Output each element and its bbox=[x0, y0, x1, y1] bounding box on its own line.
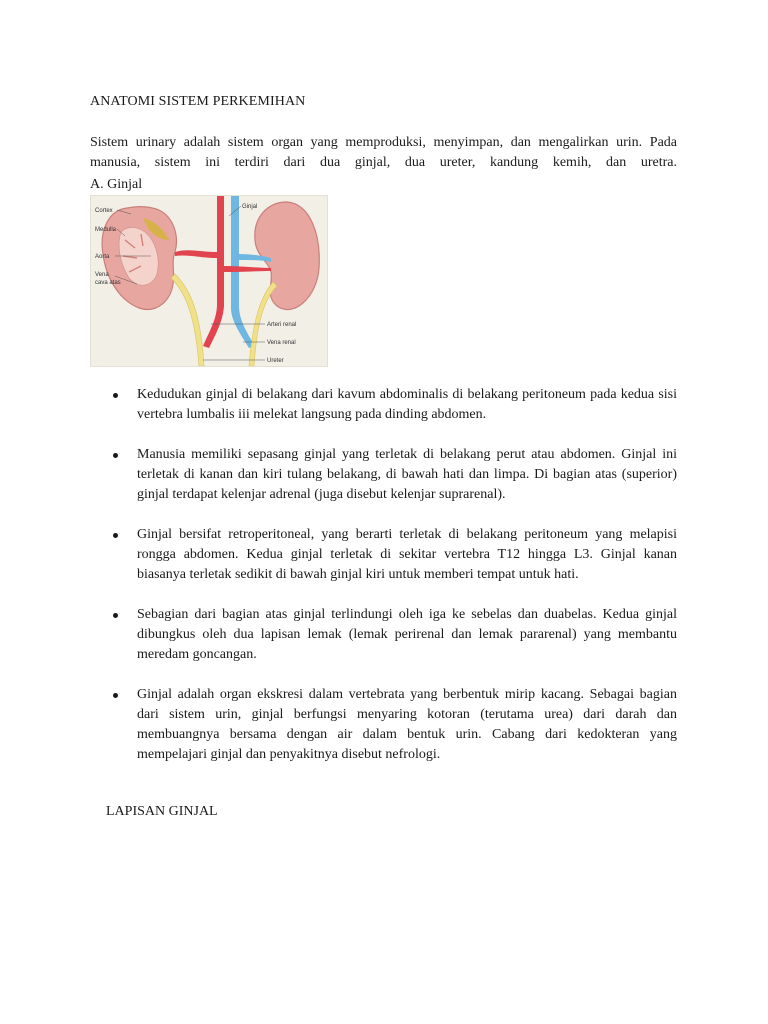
bullet-item bbox=[107, 445, 677, 505]
bullet-text: Ginjal bersifat retroperitoneal, yang berarti terletak di belakang peritoneum yang melapisi rongga abdomen. Kedua ginjal terletak di sekitar vertebra T12 hingga L3. Ginjal kanan biasanya terletak sedikit di bawah ginjal kiri untuk memberi tempat untuk hati. bbox=[137, 527, 677, 582]
bullet-icon bbox=[113, 693, 118, 698]
renal-artery-left bbox=[175, 250, 217, 258]
bullet-icon bbox=[113, 533, 118, 538]
bullet-text: Sebagian dari bagian atas ginjal terlindungi oleh iga ke sebelas dan duabelas. Kedua ginjal dibungkus oleh dua lapisan lemak (lemak perirenal dan lemak pararenal) yang membantu meredam goncangan. bbox=[137, 607, 677, 662]
right-kidney bbox=[255, 202, 319, 310]
bullet-icon bbox=[113, 393, 118, 398]
kidney-illustration bbox=[91, 196, 327, 366]
bullet-text: Ginjal adalah organ ekskresi dalam vertebrata yang berbentuk mirip kacang. Sebagai bagian dari sistem urin, ginjal berfungsi menyaring kotoran (terutama urea) dari darah dan membuangnya bersama dengan air dalam bentuk urin. Cabang dari kedokteran yang mempelajari ginjal dan penyakitnya disebut nefrologi. bbox=[137, 687, 677, 762]
bullet-item bbox=[107, 525, 677, 585]
bullet-icon bbox=[113, 453, 118, 458]
label-ureter: Ureter bbox=[267, 358, 284, 364]
intro-paragraph: Sistem urinary adalah sistem organ yang memproduksi, menyimpan, dan mengalirkan urin. Pada manusia, sistem ini terdiri dari dua ginjal, dua ureter, kandung kemih, dan uretra. bbox=[90, 135, 677, 170]
document-title: ANATOMI SISTEM PERKEMIHAN bbox=[90, 94, 306, 109]
vena-cava bbox=[231, 196, 258, 348]
bullet-item bbox=[107, 385, 677, 425]
label-medulla: Medulla bbox=[95, 227, 117, 233]
ureter-left bbox=[171, 274, 204, 366]
bullet-text: Manusia memiliki sepasang ginjal yang terletak di belakang perut atau abdomen. Ginjal ini terletak di kanan dan kiri tulang belakang, di bawah hati dan limpa. Di bagian atas (superior) ginjal terdapat kelenjar adrenal (juga disebut kelenjar suprarenal). bbox=[137, 447, 677, 502]
label-cava: cava atas bbox=[95, 280, 121, 286]
label-aorta: Aorta bbox=[95, 254, 110, 260]
section-heading-ginjal: A. Ginjal bbox=[90, 177, 143, 192]
label-ginjal: Ginjal bbox=[242, 204, 258, 210]
aorta bbox=[203, 196, 224, 348]
bullet-item bbox=[107, 605, 677, 665]
label-vena: Vena bbox=[95, 272, 109, 278]
label-cortex: Cortex bbox=[95, 208, 113, 214]
label-vena-renal: Vena renal bbox=[267, 340, 296, 346]
section-heading-lapisan-ginjal: LAPISAN GINJAL bbox=[106, 804, 218, 819]
label-arteri-renal: Arteri renal bbox=[267, 322, 297, 328]
bullet-icon bbox=[113, 613, 118, 618]
bullet-list bbox=[107, 385, 677, 785]
bullet-item bbox=[107, 685, 677, 765]
bullet-text: Kedudukan ginjal di belakang dari kavum abdominalis di belakang peritoneum pada kedua sisi vertebra lumbalis iii melekat langsung pada dinding abdomen. bbox=[137, 387, 677, 422]
kidney-anatomy-figure bbox=[90, 195, 328, 367]
